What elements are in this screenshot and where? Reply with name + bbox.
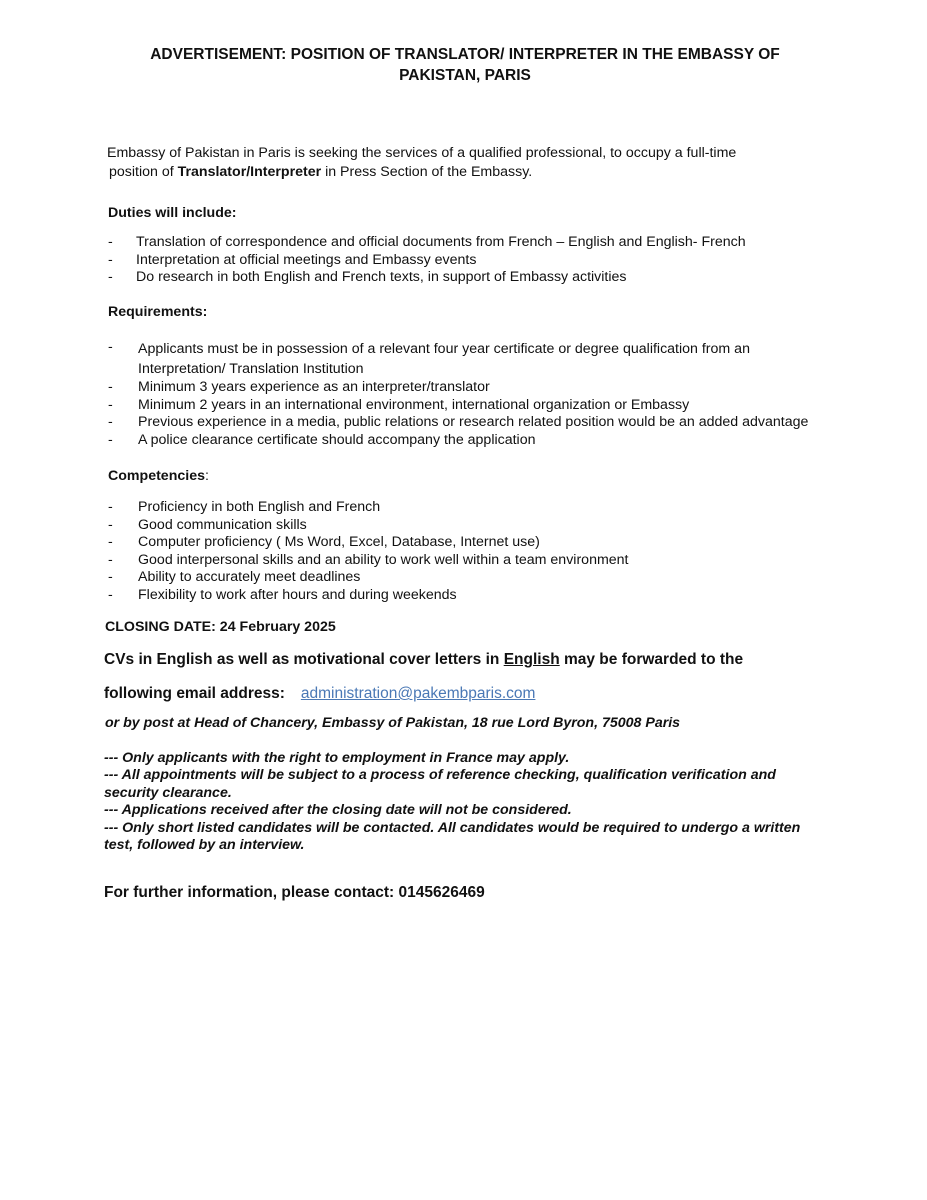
title-line-2: PAKISTAN, PARIS [399,67,531,84]
cv-text-end: may be forwarded to the [559,651,744,668]
list-item [106,339,886,379]
list-item-line: - Applicants must be in possession of a relevant four year certificate or degree qualification from an [138,341,750,357]
note-line: security clearance. [104,784,232,801]
cv-instructions-line-1 [104,651,743,669]
list-item: - Flexibility to work after hours and during weekends [106,587,886,605]
competencies-list [106,499,886,605]
intro-line-1: Embassy of Pakistan in Paris is seeking the services of a qualified professional, to occupy a full-time [107,145,737,161]
email-link[interactable]: administration@pakembparis.com [300,685,536,702]
intro-paragraph [107,144,867,182]
position-name: Translator/Interpreter [177,164,322,180]
requirements-list [106,339,886,449]
competencies-heading [108,468,209,484]
closing-date: CLOSING DATE: 24 February 2025 [105,619,336,635]
note-line: test, followed by an interview. [104,837,305,854]
postal-address: or by post at Head of Chancery, Embassy of Pakistan, 18 rue Lord Byron, 75008 Paris [105,715,681,731]
list-item: - Do research in both English and French texts, in support of Embassy activities [106,269,886,287]
list-item: - Good communication skills [106,517,886,535]
contact-line: For further information, please contact: 0145626469 [104,884,485,901]
title-line-1: ADVERTISEMENT: POSITION OF TRANSLATOR/ INTERPRETER IN THE EMBASSY OF [150,46,780,63]
note-line: --- All appointments will be subject to a process of reference checking, qualification verification and [104,767,776,784]
list-item: - Previous experience in a media, public relations or research related position would be an added advantage [106,414,886,432]
duties-list [106,234,886,287]
notes [104,750,864,854]
note-line: --- Only applicants with the right to employment in France may apply. [104,750,570,766]
list-item: - Good interpersonal skills and an ability to work well within a team environment [106,552,886,570]
requirements-heading: Requirements: [108,304,208,320]
list-item: - Proficiency in both English and French [106,499,886,517]
intro-line-2 [107,163,867,182]
cv-text: CVs in English as well as motivational cover letters in [104,651,504,668]
intro-text: position of [109,164,178,180]
list-item: - Ability to accurately meet deadlines [106,569,886,587]
email-label: following email address: [104,685,285,702]
list-item: - A police clearance certificate should accompany the application [106,432,886,450]
page-title [120,44,810,86]
note-line: --- Only short listed candidates will be contacted. All candidates would be required to undergo a written [104,819,801,836]
cv-language-underlined: English [503,651,560,668]
competencies-heading-text: Competencies [108,468,205,484]
intro-text-end: in Press Section of the Embassy. [321,164,533,180]
cv-instructions-line-2 [104,685,535,703]
list-item: - Translation of correspondence and official documents from French – English and English- French [106,234,886,252]
list-item-line: Interpretation/ Translation Institution [138,361,364,377]
list-item: - Computer proficiency ( Ms Word, Excel, Database, Internet use) [106,534,886,552]
list-item: - Interpretation at official meetings and Embassy events [106,252,886,270]
list-item: - Minimum 3 years experience as an interpreter/translator [106,379,886,397]
heading-colon: : [204,468,209,484]
note-line: --- Applications received after the closing date will not be considered. [104,802,572,819]
duties-heading: Duties will include: [108,205,237,221]
list-item: - Minimum 2 years in an international environment, international organization or Embassy [106,397,886,415]
